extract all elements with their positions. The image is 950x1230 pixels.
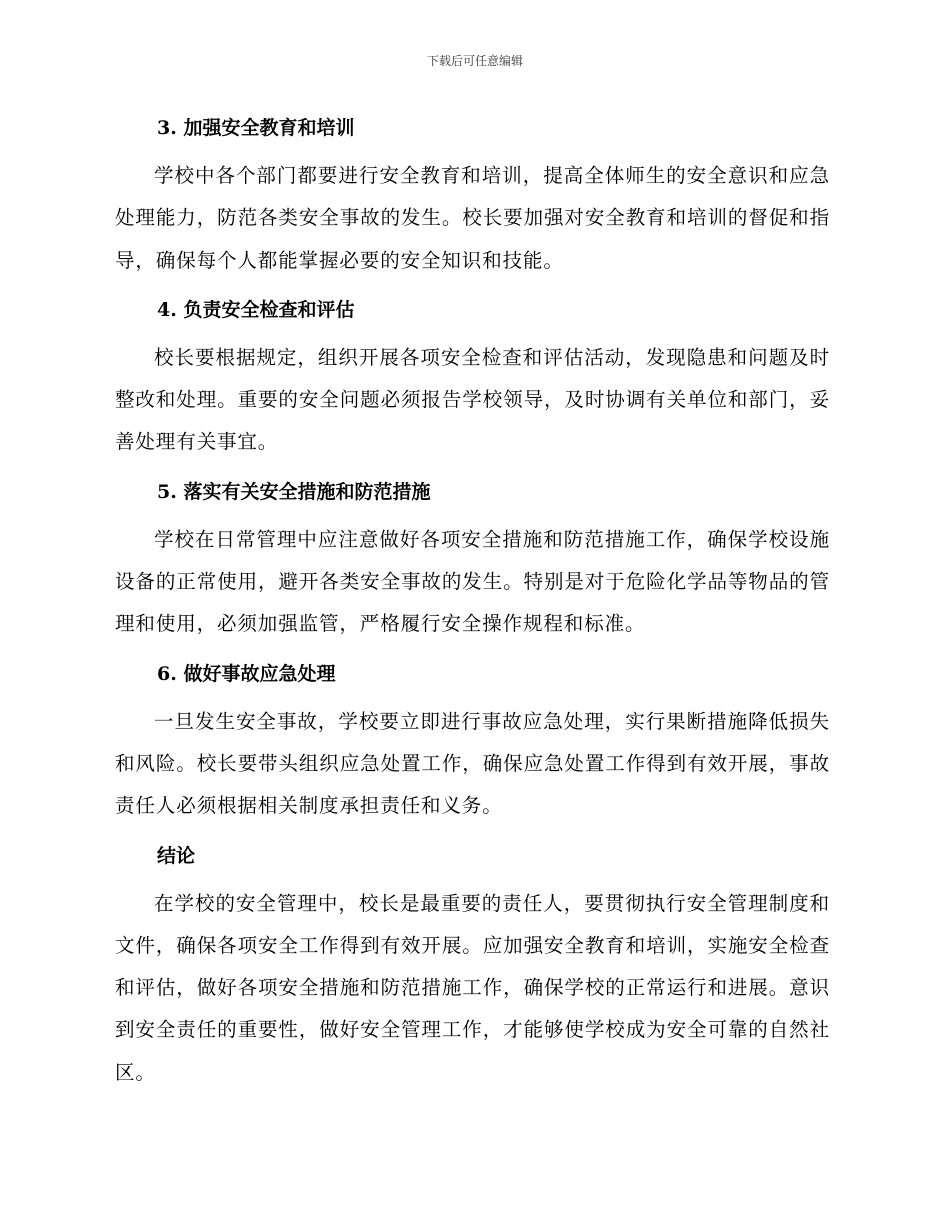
section-paragraph-conclusion: 在学校的安全管理中，校长是最重要的责任人，要贯彻执行安全管理制度和文件，确保各项安全工作得到有效开展。应加强安全教育和培训，实施安全检查和评估，做好各项安全措施和防范措施工作，确保学校的正常运行和进展。意识到安全责任的重要性，做好安全管理工作，才能够使学校成为安全可靠的自然社区。	[115, 891, 830, 1084]
section-paragraph-5: 学校在日常管理中应注意做好各项安全措施和防范措施工作，确保学校设施设备的正常使用，避开各类安全事故的发生。特别是对于危险化学品等物品的管理和使用，必须加强监管，严格履行安全操作规程和标准。	[115, 527, 830, 636]
section-paragraph-4: 校长要根据规定，组织开展各项安全检查和评估活动，发现隐患和问题及时整改和处理。重要的安全问题必须报告学校领导，及时协调有关单位和部门，妥善处理有关事宜。	[115, 345, 830, 454]
section-paragraph-6: 一旦发生安全事故，学校要立即进行事故应急处理，实行果断措施降低损失和风险。校长要带头组织应急处置工作，确保应急处置工作得到有效开展，事故责任人必须根据相关制度承担责任和义务。	[115, 709, 830, 818]
section-title-conclusion: 结论	[157, 844, 196, 867]
section-paragraph-3: 学校中各个部门都要进行安全教育和培训，提高全体师生的安全意识和应急处理能力，防范各类安全事故的发生。校长要加强对安全教育和培训的督促和指导，确保每个人都能掌握必要的安全知识和技能。	[115, 164, 830, 272]
section-title-3: 3. 加强安全教育和培训	[157, 117, 355, 139]
section-title-4: 4. 负责安全检查和评估	[157, 298, 355, 321]
document-body	[115, 110, 830, 1104]
page-header: 下载后可任意编辑	[426, 54, 523, 68]
section-title-5: 5. 落实有关安全措施和防范措施	[157, 480, 431, 503]
section-title-6: 6. 做好事故应急处理	[157, 662, 336, 685]
